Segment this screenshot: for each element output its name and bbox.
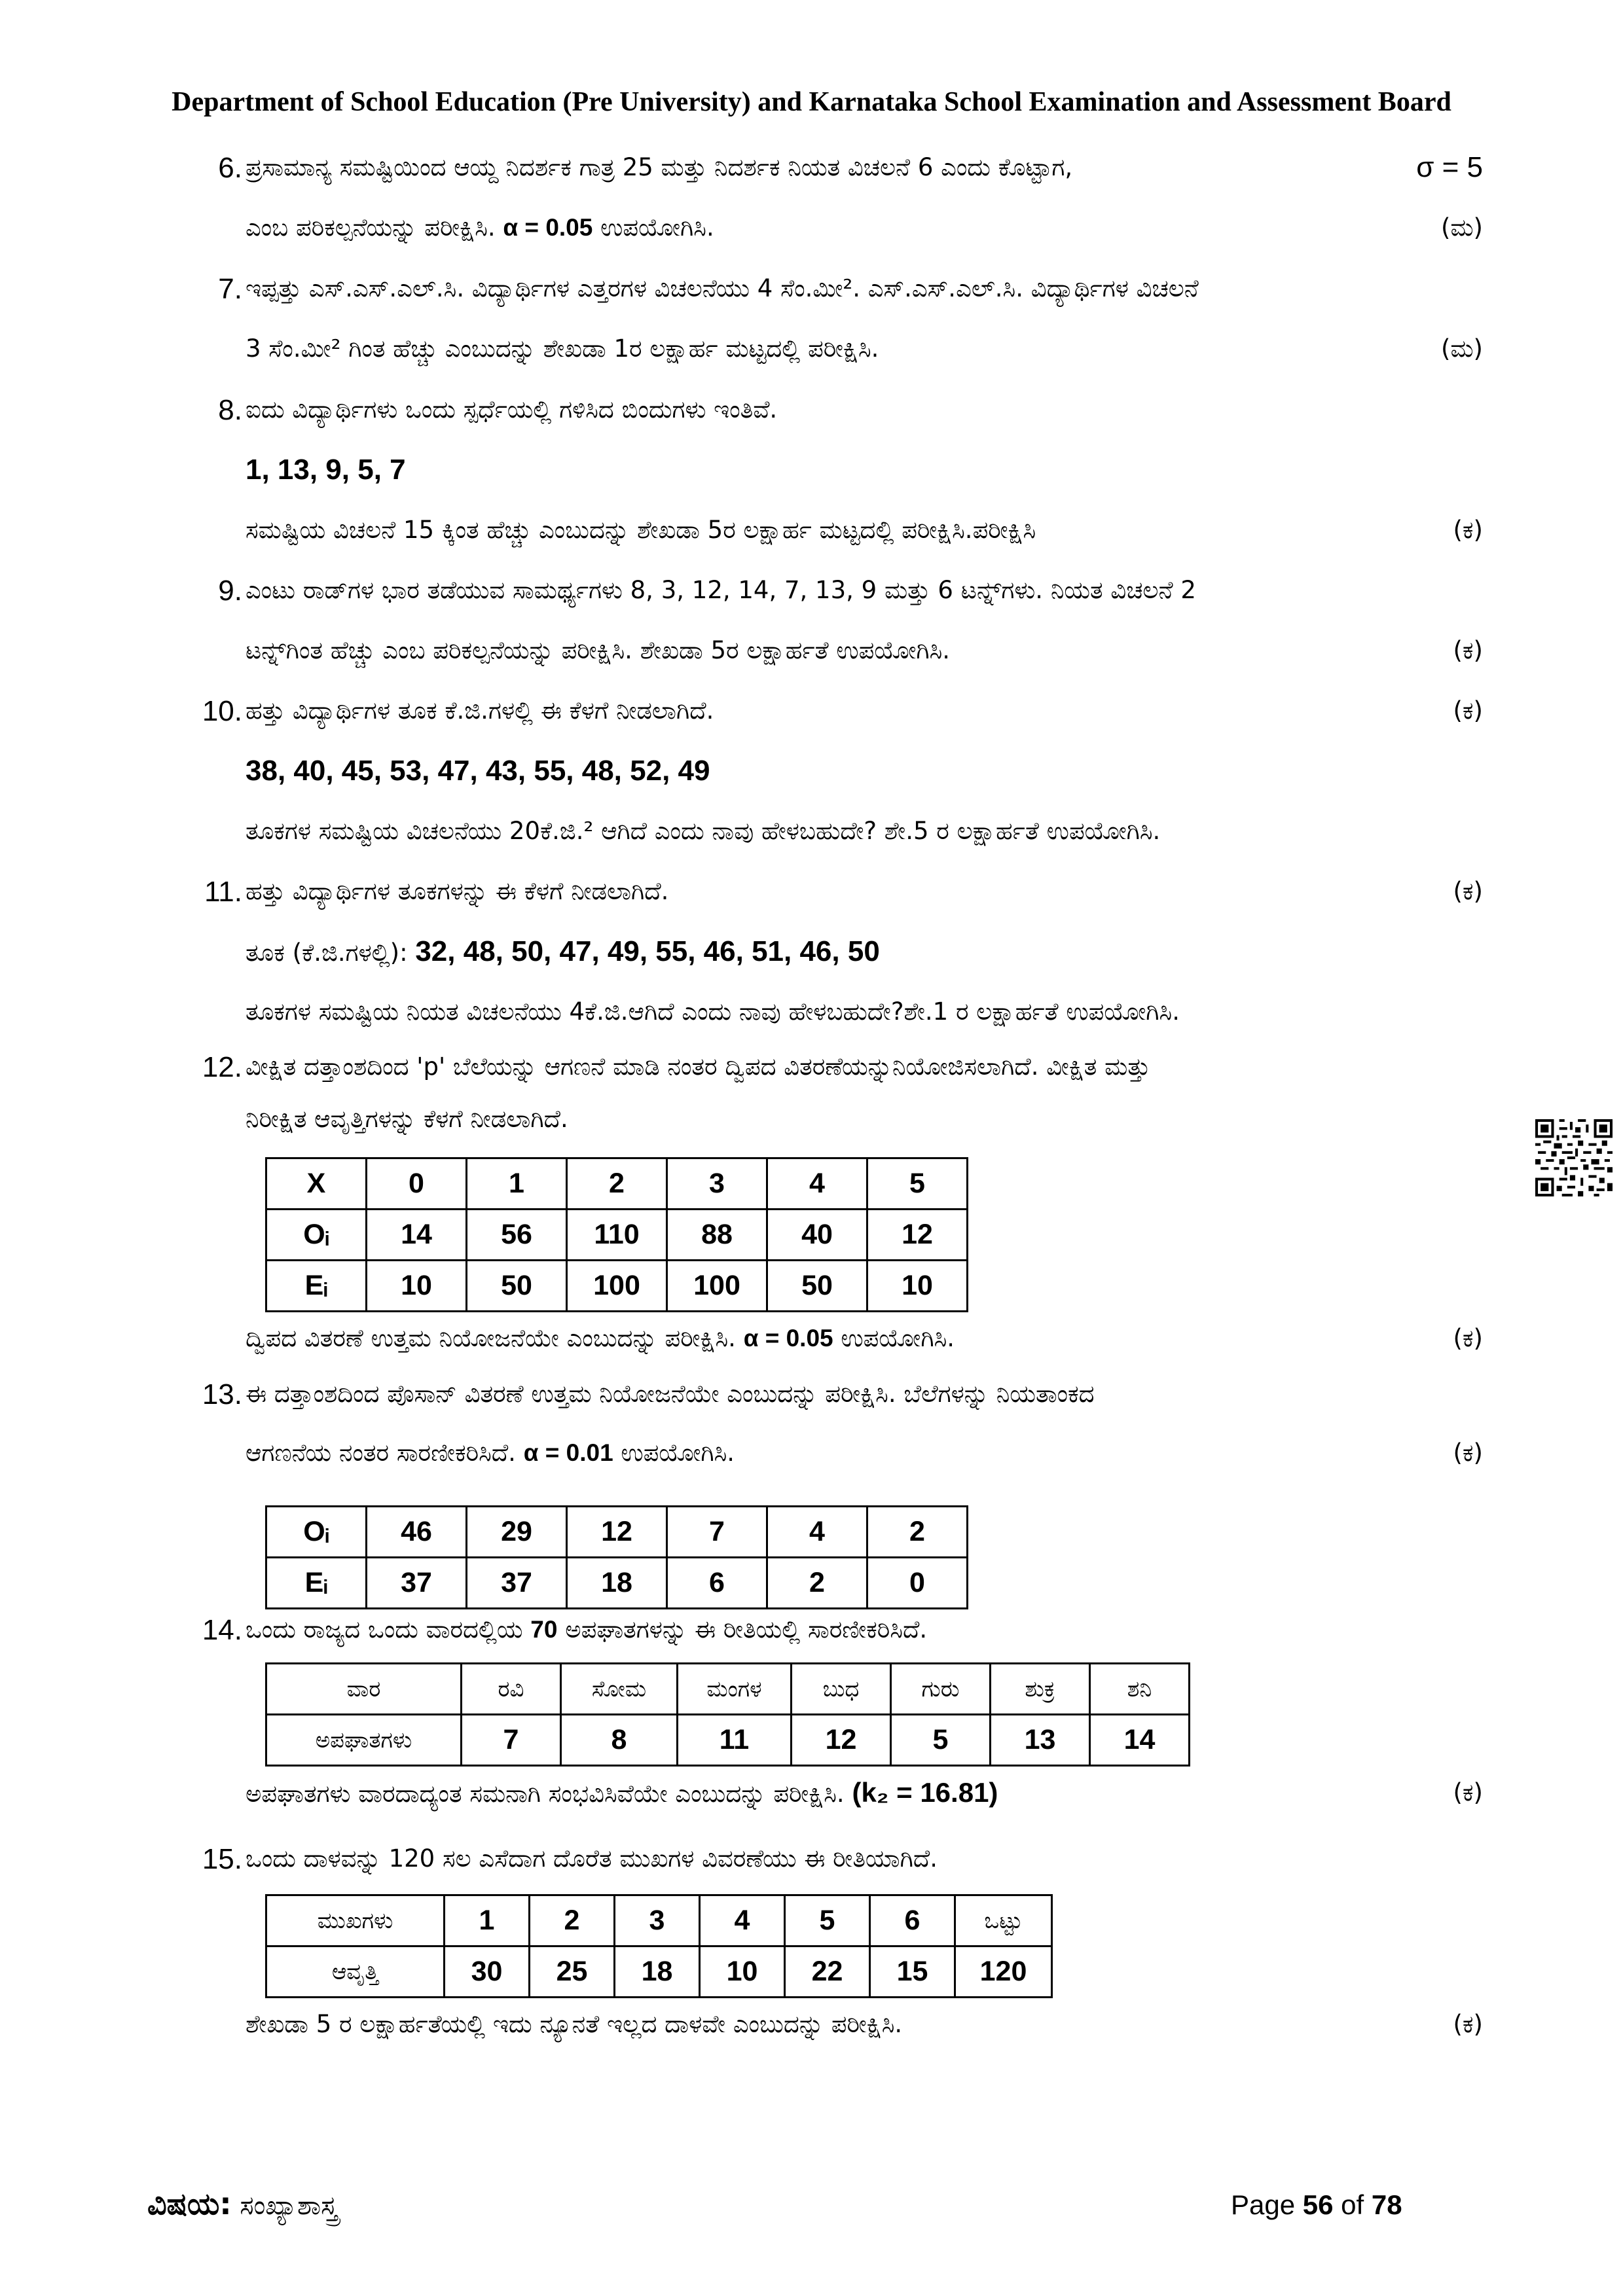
binomial-table bbox=[265, 1157, 968, 1312]
footer-subject bbox=[147, 2186, 338, 2223]
question-text: ಉಪಯೋಗಿಸಿ. bbox=[833, 1324, 955, 1352]
table-cell: 18 bbox=[615, 1946, 700, 1998]
question-text: ಟನ್ನ್‌ಗಿಂತ ಹೆಚ್ಚು ಎಂಬ ಪರಿಕಲ್ಪನೆಯನ್ನು ಪರೀಕ್ಷಿಸಿ. ಶೇಖಡಾ 5ರ ಲಕ್ಷಾರ್ಹತೆ ಉಪಯೋಗಿಸಿ. bbox=[246, 636, 950, 664]
table-cell: ರವಿ bbox=[462, 1664, 561, 1715]
table-cell: 11 bbox=[678, 1715, 792, 1766]
marks-tag: (ಕ) bbox=[1453, 2010, 1483, 2038]
question-11 bbox=[180, 861, 1483, 1042]
table-row bbox=[266, 1210, 968, 1261]
table-row bbox=[266, 1946, 1052, 1998]
total-pages: 78 bbox=[1371, 2189, 1402, 2220]
question-9 bbox=[180, 560, 1483, 681]
table-cell: 12 bbox=[792, 1715, 891, 1766]
table-cell: 37 bbox=[367, 1558, 467, 1609]
qr-code-icon bbox=[1535, 1119, 1613, 1196]
question-number: 9. bbox=[218, 575, 242, 607]
page-separator: of bbox=[1333, 2189, 1372, 2220]
data-label: ತೂಕ (ಕೆ.ಜಿ.ಗಳಲ್ಲಿ): bbox=[246, 939, 416, 967]
question-7 bbox=[180, 259, 1483, 379]
question-text: ಒಂದು ದಾಳವನ್ನು 120 ಸಲ ಎಸೆದಾಗ ದೊರೆತ ಮುಖಗಳ ವಿವರಣೆಯು ಈ ರೀತಿಯಾಗಿದೆ. bbox=[246, 1844, 938, 1873]
question-text: ಅಪಘಾತಗಳನ್ನು ಈ ರೀತಿಯಲ್ಲಿ ಸಾರಣೀಕರಿಸಿದೆ. bbox=[557, 1615, 928, 1643]
question-text: ಐದು ವಿದ್ಯಾರ್ಥಿಗಳು ಒಂದು ಸ್ಪರ್ಧೆಯಲ್ಲಿ ಗಳಿಸಿದ ಬಿಂದುಗಳು ಇಂತಿವೆ. bbox=[246, 395, 778, 423]
table-header-cell: ವಾರ bbox=[266, 1664, 462, 1715]
question-text: ಉಪಯೋಗಿಸಿ. bbox=[613, 1439, 735, 1467]
table-cell: 56 bbox=[467, 1210, 567, 1261]
table-cell: ಶನಿ bbox=[1090, 1664, 1190, 1715]
alpha-value: α = 0.01 bbox=[523, 1439, 613, 1466]
page-prefix: Page bbox=[1231, 2189, 1303, 2220]
table-cell: 12 bbox=[867, 1210, 968, 1261]
question-number: 7. bbox=[218, 273, 242, 305]
marks-tag: (ಕ) bbox=[1453, 1324, 1483, 1352]
table-cell: 18 bbox=[567, 1558, 667, 1609]
table-row bbox=[266, 1261, 968, 1312]
table-cell: 100 bbox=[667, 1261, 767, 1312]
table-cell: 10 bbox=[700, 1946, 785, 1998]
table-header-cell: ಅಪಘಾತಗಳು bbox=[266, 1715, 462, 1766]
question-12 bbox=[180, 1041, 1483, 1365]
table-cell: 6 bbox=[870, 1895, 955, 1946]
table-cell: 6 bbox=[667, 1558, 767, 1609]
question-number: 14. bbox=[202, 1614, 242, 1646]
table-cell: 30 bbox=[445, 1946, 530, 1998]
table-cell: 3 bbox=[667, 1158, 767, 1210]
alpha-value: α = 0.05 bbox=[503, 214, 593, 241]
question-text: ಎಂಟು ರಾಡ್‌ಗಳ ಭಾರ ತಡೆಯುವ ಸಾಮರ್ಥ್ಯಗಳು 8, 3, 12, 14, 7, 13, 9 ಮತ್ತು 6 ಟನ್ನ್‌ಗಳು. ನಿಯತ ವಿಚಲನೆ 2 bbox=[246, 576, 1196, 604]
page-number bbox=[1231, 2189, 1402, 2221]
marks-tag: (ಕ) bbox=[1453, 636, 1483, 664]
question-text: 3 ಸೆಂ.ಮೀ² ಗಿಂತ ಹೆಚ್ಚು ಎಂಬುದನ್ನು ಶೇಖಡಾ 1ರ ಲಕ್ಷಾರ್ಹ ಮಟ್ಟದಲ್ಲಿ ಪರೀಕ್ಷಿಸಿ. bbox=[246, 334, 879, 363]
table-cell: 1 bbox=[467, 1158, 567, 1210]
question-number: 6. bbox=[218, 152, 242, 184]
marks-tag: (ಮ) bbox=[1440, 334, 1483, 363]
table-cell: 5 bbox=[785, 1895, 870, 1946]
table-cell: ಸೋಮ bbox=[561, 1664, 678, 1715]
table-cell: 2 bbox=[867, 1507, 968, 1558]
table-header-cell: ಆವೃತ್ತಿ bbox=[266, 1946, 445, 1998]
table-header-cell: X bbox=[266, 1158, 367, 1210]
question-text: ಹತ್ತು ವಿದ್ಯಾರ್ಥಿಗಳ ತೂಕ ಕೆ.ಜಿ.ಗಳಲ್ಲಿ ಈ ಕೆಳಗೆ ನೀಡಲಾಗಿದೆ. bbox=[246, 696, 714, 725]
poisson-table bbox=[265, 1505, 968, 1609]
data-values: 1, 13, 9, 5, 7 bbox=[246, 454, 406, 486]
question-text: ಎಂಬ ಪರಿಕಲ್ಪನೆಯನ್ನು ಪರೀಕ್ಷಿಸಿ. bbox=[246, 213, 503, 242]
die-table bbox=[265, 1894, 1053, 1998]
question-text: ಇಪ್ಪತ್ತು ಎಸ್.ಎಸ್.ಎಲ್.ಸಿ. ವಿದ್ಯಾರ್ಥಿಗಳ ಎತ್ತರಗಳ ವಿಚಲನೆಯು 4 ಸೆಂ.ಮೀ². ಎಸ್.ಎಸ್.ಎಲ್.ಸಿ. ವಿದ್ಯಾರ್ಥಿಗಳ ವಿಚಲನೆ bbox=[246, 274, 1199, 302]
subject-label: ವಿಷಯ: bbox=[147, 2186, 232, 2221]
data-values: 38, 40, 45, 53, 47, 43, 55, 48, 52, 49 bbox=[246, 755, 710, 787]
table-cell: 50 bbox=[767, 1261, 867, 1312]
question-number: 8. bbox=[218, 394, 242, 426]
marks-tag: (ಕ) bbox=[1453, 696, 1483, 725]
table-cell: 5 bbox=[891, 1715, 991, 1766]
question-text: ದ್ವಿಪದ ವಿತರಣೆ ಉತ್ತಮ ನಿಯೋಜನೆಯೇ ಎಂಬುದನ್ನು ಪರೀಕ್ಷಿಸಿ. bbox=[246, 1324, 744, 1352]
question-text: ಶೇಖಡಾ 5 ರ ಲಕ್ಷಾರ್ಹತೆಯಲ್ಲಿ ಇದು ನ್ಯೂನತೆ ಇಲ್ಲದ ದಾಳವೇ ಎಂಬುದನ್ನು ಪರೀಕ್ಷಿಸಿ. bbox=[246, 2010, 903, 2038]
table-cell: 10 bbox=[867, 1261, 968, 1312]
table-cell: 7 bbox=[667, 1507, 767, 1558]
table-cell: 8 bbox=[561, 1715, 678, 1766]
marks-tag: (ಕ) bbox=[1453, 516, 1483, 544]
table-cell: 13 bbox=[991, 1715, 1090, 1766]
table-row bbox=[266, 1664, 1190, 1715]
table-cell: 29 bbox=[467, 1507, 567, 1558]
table-header-cell: Oᵢ bbox=[266, 1210, 367, 1261]
question-text: ತೂಕಗಳ ಸಮಷ್ಟಿಯ ವಿಚಲನೆಯು 20ಕೆ.ಜಿ.² ಆಗಿದೆ ಎಂದು ನಾವು ಹೇಳಬಹುದೇ? ಶೇ.5 ರ ಲಕ್ಷಾರ್ಹತೆ ಉಪಯೋಗಿಸಿ. bbox=[246, 817, 1161, 845]
table-cell: 88 bbox=[667, 1210, 767, 1261]
table-cell: 4 bbox=[767, 1158, 867, 1210]
question-text: ಹತ್ತು ವಿದ್ಯಾರ್ಥಿಗಳ ತೂಕಗಳನ್ನು ಈ ಕೆಳಗೆ ನೀಡಲಾಗಿದೆ. bbox=[246, 877, 669, 905]
table-row bbox=[266, 1895, 1052, 1946]
table-header-cell: Oᵢ bbox=[266, 1507, 367, 1558]
critical-value: (k₂ = 16.81) bbox=[852, 1777, 998, 1808]
question-number: 10. bbox=[202, 695, 242, 727]
question-6 bbox=[180, 137, 1483, 258]
table-cell: 5 bbox=[867, 1158, 968, 1210]
question-text: ಅಪಘಾತಗಳು ವಾರದಾದ್ಯಂತ ಸಮನಾಗಿ ಸಂಭವಿಸಿವೆಯೇ ಎಂಬುದನ್ನು ಪರೀಕ್ಷಿಸಿ. bbox=[246, 1780, 852, 1808]
question-number: 15. bbox=[202, 1843, 242, 1875]
table-cell: 7 bbox=[462, 1715, 561, 1766]
table-cell: 40 bbox=[767, 1210, 867, 1261]
marks-tag: (ಮ) bbox=[1440, 213, 1483, 242]
table-cell: 37 bbox=[467, 1558, 567, 1609]
question-number: 13. bbox=[202, 1378, 242, 1410]
table-cell: 14 bbox=[1090, 1715, 1190, 1766]
table-cell: ಒಟ್ಟು bbox=[955, 1895, 1052, 1946]
table-cell: ಶುಕ್ರ bbox=[991, 1664, 1090, 1715]
table-cell: 14 bbox=[367, 1210, 467, 1261]
sigma-value: σ = 5 bbox=[1416, 151, 1483, 183]
table-row bbox=[266, 1507, 968, 1558]
question-text: ವೀಕ್ಷಿತ ದತ್ತಾಂಶದಿಂದ 'p' ಬೆಲೆಯನ್ನು ಆಗಣನೆ ಮಾಡಿ ನಂತರ ದ್ವಿಪದ ವಿತರಣೆಯನ್ನುನಿಯೋಜಿಸಲಾಗಿದೆ. ವೀಕ್ಷಿತ ಮತ್ತು bbox=[246, 1052, 1150, 1081]
marks-tag: (ಕ) bbox=[1453, 1439, 1483, 1467]
table-cell: ಗುರು bbox=[891, 1664, 991, 1715]
table-header-cell: Eᵢ bbox=[266, 1558, 367, 1609]
subject-name: ಸಂಖ್ಯಾಶಾಸ್ತ್ರ bbox=[231, 2191, 338, 2221]
table-row bbox=[266, 1558, 968, 1609]
table-cell: 4 bbox=[700, 1895, 785, 1946]
table-cell: 22 bbox=[785, 1946, 870, 1998]
table-row bbox=[266, 1715, 1190, 1766]
table-cell: ಬುಧ bbox=[792, 1664, 891, 1715]
marks-tag: (ಕ) bbox=[1453, 877, 1483, 905]
table-cell: 120 bbox=[955, 1946, 1052, 1998]
table-cell: 10 bbox=[367, 1261, 467, 1312]
table-cell: 50 bbox=[467, 1261, 567, 1312]
accident-total: 70 bbox=[530, 1616, 558, 1643]
table-header-cell: ಮುಖಗಳು bbox=[266, 1895, 445, 1946]
table-cell: 100 bbox=[567, 1261, 667, 1312]
table-cell: 2 bbox=[767, 1558, 867, 1609]
table-cell: 3 bbox=[615, 1895, 700, 1946]
table-cell: 4 bbox=[767, 1507, 867, 1558]
table-cell: 2 bbox=[530, 1895, 615, 1946]
table-cell: 2 bbox=[567, 1158, 667, 1210]
question-text: ಪ್ರಸಾಮಾನ್ಯ ಸಮಷ್ಟಿಯಿಂದ ಆಯ್ದ ನಿದರ್ಶಕ ಗಾತ್ರ 25 ಮತ್ತು ನಿದರ್ಶಕ ನಿಯತ ವಿಚಲನೆ 6 ಎಂದು ಕೊಟ್ಟಾಗ, bbox=[246, 153, 1073, 181]
table-cell: 0 bbox=[367, 1158, 467, 1210]
page-header: Department of School Education (Pre University) and Karnataka School Examination and Assessment Board bbox=[172, 87, 1451, 117]
current-page: 56 bbox=[1302, 2189, 1334, 2220]
accidents-table bbox=[265, 1662, 1190, 1767]
question-text: ಈ ದತ್ತಾಂಶದಿಂದ ಪೊಸಾನ್ ವಿತರಣೆ ಉತ್ತಮ ನಿಯೋಜನೆಯೇ ಎಂಬುದನ್ನು ಪರೀಕ್ಷಿಸಿ. ಬೆಲೆಗಳನ್ನು ನಿಯತಾಂಕದ bbox=[246, 1380, 1095, 1408]
question-text: ತೂಕಗಳ ಸಮಷ್ಟಿಯ ನಿಯತ ವಿಚಲನೆಯು 4ಕೆ.ಜಿ.ಆಗಿದೆ ಎಂದು ನಾವು ಹೇಳಬಹುದೇ?ಶೇ.1 ರ ಲಕ್ಷಾರ್ಹತೆ ಉಪಯೋಗಿಸಿ. bbox=[246, 997, 1180, 1026]
data-values: 32, 48, 50, 47, 49, 55, 46, 51, 46, 50 bbox=[415, 935, 880, 967]
table-cell: 0 bbox=[867, 1558, 968, 1609]
table-row bbox=[266, 1158, 968, 1210]
table-cell: 110 bbox=[567, 1210, 667, 1261]
question-text: ಉಪಯೋಗಿಸಿ. bbox=[593, 213, 714, 242]
question-15 bbox=[180, 1833, 1483, 2051]
question-14 bbox=[180, 1604, 1483, 1819]
table-cell: 25 bbox=[530, 1946, 615, 1998]
question-8 bbox=[180, 380, 1483, 560]
table-header-cell: Eᵢ bbox=[266, 1261, 367, 1312]
marks-tag: (ಕ) bbox=[1453, 1778, 1483, 1806]
question-text: ಒಂದು ರಾಜ್ಯದ ಒಂದು ವಾರದಲ್ಲಿಯ bbox=[246, 1615, 531, 1643]
table-cell: 1 bbox=[445, 1895, 530, 1946]
table-cell: ಮಂಗಳ bbox=[678, 1664, 792, 1715]
alpha-value: α = 0.05 bbox=[743, 1325, 833, 1352]
question-text: ನಿರೀಕ್ಷಿತ ಆವೃತ್ತಿಗಳನ್ನು ಕೆಳಗೆ ನೀಡಲಾಗಿದೆ. bbox=[246, 1105, 568, 1133]
question-number: 11. bbox=[204, 876, 242, 908]
table-cell: 46 bbox=[367, 1507, 467, 1558]
question-text: ಆಗಣನೆಯ ನಂತರ ಸಾರಣೀಕರಿಸಿದೆ. bbox=[246, 1439, 524, 1467]
question-13 bbox=[180, 1368, 1483, 1609]
question-number: 12. bbox=[202, 1051, 242, 1083]
table-cell: 12 bbox=[567, 1507, 667, 1558]
question-10 bbox=[180, 681, 1483, 861]
table-cell: 15 bbox=[870, 1946, 955, 1998]
question-text: ಸಮಷ್ಟಿಯ ವಿಚಲನೆ 15 ಕ್ಕಿಂತ ಹೆಚ್ಚು ಎಂಬುದನ್ನು ಶೇಖಡಾ 5ರ ಲಕ್ಷಾರ್ಹ ಮಟ್ಟದಲ್ಲಿ ಪರೀಕ್ಷಿಸಿ.ಪರೀಕ್ಷಿಸಿ bbox=[246, 516, 1036, 544]
